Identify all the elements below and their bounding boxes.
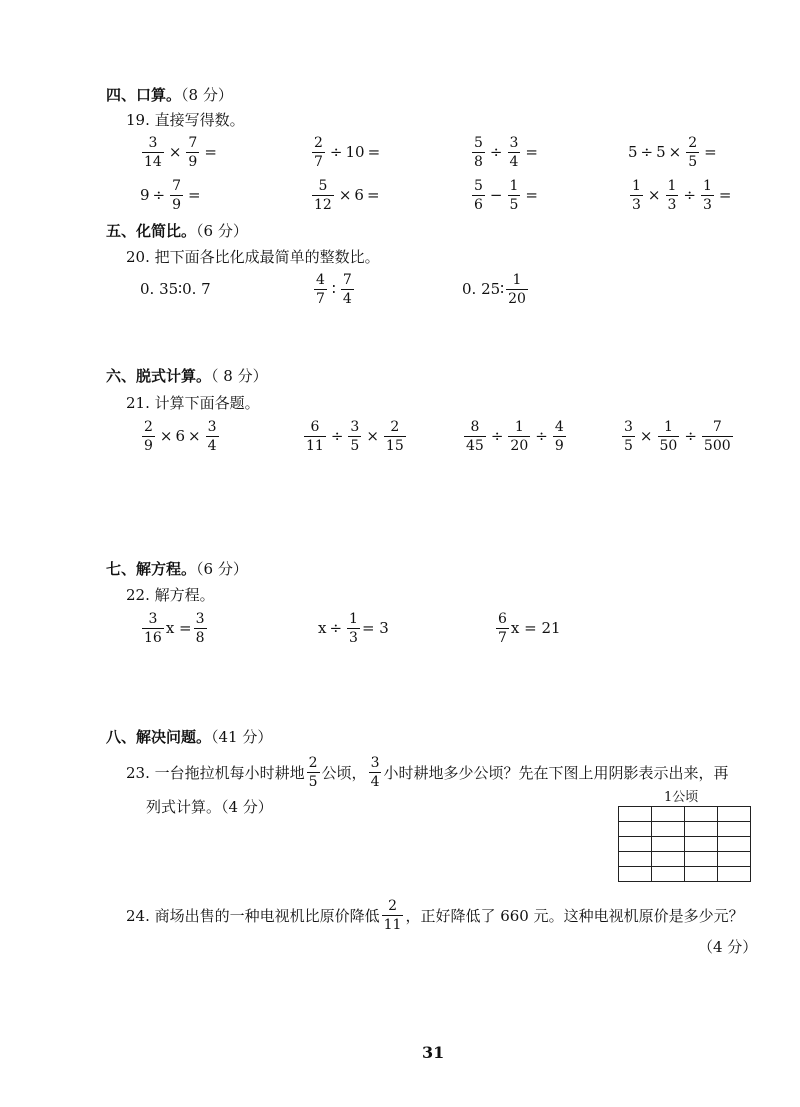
q19-expr-8 <box>628 172 735 218</box>
text: 5 <box>656 143 666 161</box>
numerator: 2 <box>144 418 153 435</box>
denominator: 3 <box>349 629 358 646</box>
text: x = 21 <box>510 619 561 637</box>
operator: × <box>639 427 653 445</box>
denominator: 8 <box>195 629 205 646</box>
fraction <box>508 179 521 212</box>
operator: = <box>367 143 381 161</box>
denominator: 4 <box>370 773 380 790</box>
fraction <box>314 273 327 306</box>
numerator: 3 <box>509 134 519 151</box>
text: 小时耕地多少公顷？先在下图上用阴影表示出来，再 <box>383 763 729 782</box>
denominator: 15 <box>385 437 404 454</box>
operator: = <box>204 143 217 161</box>
q20-expr-2 <box>312 266 356 312</box>
fraction <box>369 756 382 789</box>
q22-expr-1 <box>140 605 209 651</box>
fraction <box>472 179 485 212</box>
denominator: 5 <box>350 437 360 454</box>
q20-expr-1 <box>140 266 211 312</box>
q24-line-1 <box>126 892 744 938</box>
denominator: 3 <box>667 196 677 213</box>
fraction <box>508 136 521 169</box>
hectare-grid[interactable] <box>618 806 751 882</box>
denominator: 9 <box>188 153 198 170</box>
numerator: 4 <box>316 271 325 288</box>
operator: = <box>525 186 538 204</box>
denominator: 16 <box>144 629 162 646</box>
operator: × <box>168 143 182 161</box>
numerator: 2 <box>390 418 400 435</box>
fraction <box>186 136 199 169</box>
numerator: 2 <box>308 754 318 771</box>
q21-expr-3 <box>462 413 568 459</box>
q19-expr-3 <box>470 129 541 175</box>
denominator: 14 <box>144 153 162 170</box>
grid-cell[interactable] <box>619 822 652 837</box>
fraction <box>666 179 679 212</box>
denominator: 50 <box>659 437 678 454</box>
fraction <box>686 136 699 169</box>
grid-label: 1公顷 <box>664 790 699 805</box>
grid-cell[interactable] <box>652 822 685 837</box>
operator: = <box>525 143 538 161</box>
q21-expr-2 <box>302 413 408 459</box>
fraction <box>142 136 164 169</box>
denominator: 5 <box>624 437 633 454</box>
operator: − <box>489 186 503 204</box>
fraction <box>142 420 155 453</box>
fraction <box>347 612 360 645</box>
fraction <box>472 136 485 169</box>
numerator: 3 <box>195 610 205 627</box>
fraction <box>508 420 530 453</box>
q19-expr-5 <box>140 172 204 218</box>
numerator: 3 <box>350 418 360 435</box>
numerator: 6 <box>310 418 320 435</box>
grid-cell[interactable] <box>718 807 751 822</box>
numerator: 8 <box>470 418 480 435</box>
grid-cell[interactable] <box>718 822 751 837</box>
denominator: 7 <box>498 629 507 646</box>
operator: × <box>338 186 352 204</box>
numerator: 2 <box>314 134 323 151</box>
grid-cell[interactable] <box>718 852 751 867</box>
operator: × <box>188 427 201 445</box>
fraction <box>622 420 635 453</box>
denominator: 20 <box>510 437 529 454</box>
q24-points: （4 分） <box>698 938 758 956</box>
section-title-8: 八、解决问题。（41 分） <box>106 728 273 746</box>
operator: ÷ <box>535 427 548 445</box>
numerator: 3 <box>370 754 380 771</box>
operator: = <box>718 186 732 204</box>
section-title-5: 五、化简比。（6 分） <box>106 222 248 240</box>
numerator: 6 <box>498 610 507 627</box>
fraction <box>304 420 326 453</box>
denominator: 6 <box>474 196 483 213</box>
operator: ÷ <box>152 186 166 204</box>
grid-cell[interactable] <box>652 807 685 822</box>
fraction <box>348 420 361 453</box>
operator: ÷ <box>640 143 654 161</box>
q20-label: 20. 把下面各比化成最简单的整数比。 <box>126 248 380 266</box>
section-title-4: 四、口算。（8 分） <box>106 86 233 104</box>
denominator: 11 <box>306 437 324 454</box>
grid-cell[interactable] <box>685 807 718 822</box>
text: 9 <box>140 186 150 204</box>
q19-expr-4 <box>628 129 720 175</box>
grid-cell[interactable] <box>619 852 652 867</box>
numerator: 3 <box>207 418 217 435</box>
numerator: 7 <box>712 418 722 435</box>
fraction <box>382 899 404 932</box>
q19-expr-1 <box>140 129 220 175</box>
denominator: 5 <box>509 196 519 213</box>
grid-cell[interactable] <box>685 867 718 882</box>
numerator: 4 <box>554 418 564 435</box>
denominator: 8 <box>474 153 483 170</box>
q23-line-2: 列式计算。（4 分） <box>146 798 273 816</box>
numerator: 3 <box>148 610 158 627</box>
q21-label: 21. 计算下面各题。 <box>126 394 260 412</box>
grid-cell[interactable] <box>619 807 652 822</box>
text: = 3 <box>361 619 389 637</box>
section-title-7: 七、解方程。（6 分） <box>106 560 248 578</box>
text: 0. 25∶ <box>462 280 505 298</box>
operator: × <box>159 427 173 445</box>
operator: = <box>704 143 717 161</box>
numerator: 1 <box>663 418 673 435</box>
denominator: 3 <box>632 196 641 213</box>
operator: ÷ <box>489 143 503 161</box>
operator: = <box>366 186 380 204</box>
grid-cell[interactable] <box>685 822 718 837</box>
text: 公顷， <box>321 763 367 782</box>
denominator: 20 <box>508 290 526 307</box>
numerator: 1 <box>509 177 519 194</box>
numerator: 2 <box>688 134 698 151</box>
text: 24. 商场出售的一种电视机比原价降低 <box>126 906 380 925</box>
numerator: 1 <box>512 271 522 288</box>
fraction <box>307 756 320 789</box>
q22-expr-2 <box>318 605 389 651</box>
fraction <box>312 179 334 212</box>
operator: ÷ <box>490 427 504 445</box>
denominator: 9 <box>144 437 153 454</box>
numerator: 5 <box>474 134 483 151</box>
text: 6 <box>354 186 364 204</box>
numerator: 3 <box>624 418 633 435</box>
q21-expr-4 <box>620 413 735 459</box>
text: 10 <box>345 143 365 161</box>
denominator: 9 <box>172 196 182 213</box>
numerator: 1 <box>632 177 641 194</box>
operator: ÷ <box>683 186 696 204</box>
grid-cell[interactable] <box>652 852 685 867</box>
section-title-6: 六、脱式计算。（ 8 分） <box>106 367 268 385</box>
grid-cell[interactable] <box>718 837 751 852</box>
denominator: 45 <box>466 437 484 454</box>
denominator: 9 <box>554 437 564 454</box>
numerator: 5 <box>474 177 483 194</box>
q23-line-1 <box>126 749 729 795</box>
fraction <box>312 136 325 169</box>
q20-expr-3 <box>462 266 530 312</box>
operator: × <box>647 186 661 204</box>
numerator: 5 <box>318 177 328 194</box>
text: ，正好降低了 660 元。这种电视机原价是多少元？ <box>405 906 744 925</box>
denominator: 4 <box>509 153 519 170</box>
fraction <box>384 420 406 453</box>
denominator: 3 <box>703 196 712 213</box>
fraction <box>496 612 509 645</box>
numerator: 1 <box>667 177 677 194</box>
text: x = <box>165 619 192 637</box>
numerator: 1 <box>349 610 358 627</box>
text: 23. 一台拖拉机每小时耕地 <box>126 763 305 782</box>
fraction <box>142 612 164 645</box>
q21-expr-1 <box>140 413 221 459</box>
denominator: 7 <box>314 153 323 170</box>
denominator: 12 <box>314 196 332 213</box>
fraction <box>701 179 714 212</box>
operator: = <box>188 186 201 204</box>
denominator: 11 <box>383 916 402 933</box>
operator: ÷ <box>329 619 343 637</box>
fraction <box>170 179 183 212</box>
q22-expr-3 <box>494 605 561 651</box>
numerator: 1 <box>514 418 524 435</box>
fraction <box>341 273 354 306</box>
numerator: 7 <box>172 177 182 194</box>
q19-expr-6 <box>310 172 383 218</box>
operator: ∶ <box>331 280 336 298</box>
numerator: 7 <box>342 271 352 288</box>
grid-cell[interactable] <box>652 867 685 882</box>
fraction <box>553 420 566 453</box>
denominator: 5 <box>688 153 698 170</box>
grid-cell[interactable] <box>685 837 718 852</box>
operator: ÷ <box>684 427 697 445</box>
fraction <box>464 420 486 453</box>
numerator: 2 <box>388 897 397 914</box>
text: 5 <box>628 143 638 161</box>
denominator: 5 <box>308 773 318 790</box>
fraction <box>506 273 528 306</box>
numerator: 7 <box>188 134 198 151</box>
denominator: 500 <box>703 437 731 454</box>
text: x <box>318 619 327 637</box>
fraction <box>206 420 219 453</box>
numerator: 1 <box>703 177 712 194</box>
grid-cell[interactable] <box>619 867 652 882</box>
fraction <box>194 612 207 645</box>
fraction <box>702 420 733 453</box>
operator: ÷ <box>330 427 344 445</box>
q19-label: 19. 直接写得数。 <box>126 111 245 129</box>
operator: × <box>668 143 682 161</box>
numerator: 3 <box>148 134 158 151</box>
grid-cell[interactable] <box>652 837 685 852</box>
operator: ÷ <box>329 143 343 161</box>
fraction <box>658 420 680 453</box>
q22-label: 22. 解方程。 <box>126 586 215 604</box>
q19-expr-7 <box>470 172 541 218</box>
grid-cell[interactable] <box>619 837 652 852</box>
denominator: 4 <box>342 290 352 307</box>
q19-expr-2 <box>310 129 383 175</box>
text: 0. 35∶0. 7 <box>140 280 211 298</box>
fraction <box>630 179 643 212</box>
page-number: 31 <box>422 1043 445 1062</box>
text: 6 <box>175 427 186 445</box>
operator: × <box>366 427 379 445</box>
grid-cell[interactable] <box>718 867 751 882</box>
denominator: 4 <box>207 437 217 454</box>
denominator: 7 <box>316 290 325 307</box>
grid-cell[interactable] <box>685 852 718 867</box>
